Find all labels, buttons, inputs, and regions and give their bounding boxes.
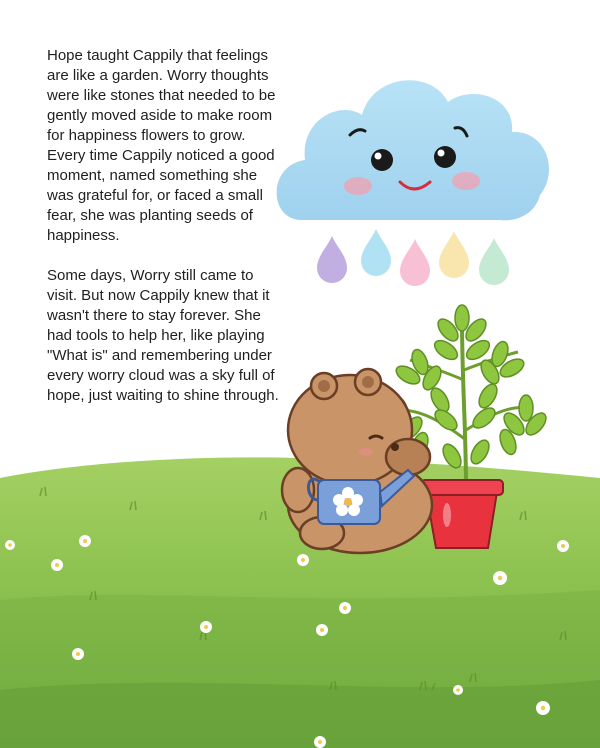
- plant-leaf: [455, 305, 469, 331]
- raindrop: [439, 231, 469, 278]
- plant-leaf: [467, 437, 492, 467]
- plant-leaf: [475, 381, 500, 411]
- story-paragraph-2: Some days, Worry still came to visit. But now Cappily knew that it wasn't there to stay forever. She had tools to help her, like playing "What is" and remembering under every worry cloud was a sky full of hope, just waiting to shine through.: [47, 267, 279, 404]
- raindrop: [361, 229, 391, 276]
- capybara: [282, 369, 432, 553]
- plant-leaf: [519, 395, 533, 421]
- raindrop: [400, 239, 430, 286]
- story-text: [47, 46, 279, 426]
- raindrop: [317, 236, 347, 283]
- smiling-cloud: [277, 80, 549, 220]
- raindrops: [317, 229, 509, 286]
- story-paragraph-1: Hope taught Cappily that feelings are like a garden. Worry thoughts were like stones that needed to be gently moved aside to make room for happiness flowers to grow. Every time Cappily noticed a good moment, named something she was grateful for, or faced a small fear, she was planting seeds of happiness.: [47, 47, 276, 244]
- raindrop: [479, 238, 509, 285]
